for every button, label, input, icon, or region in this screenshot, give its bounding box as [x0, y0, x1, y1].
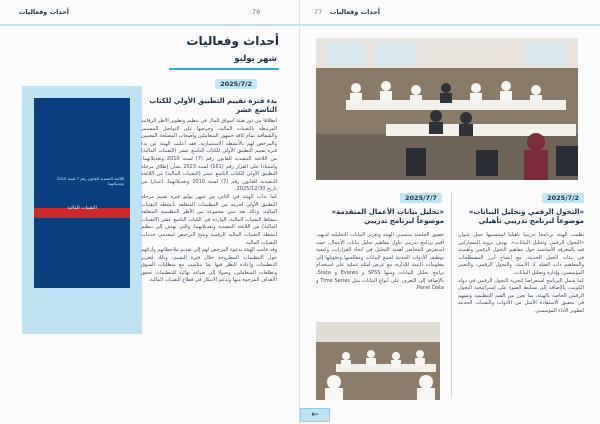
article-body: حضور الجلسة منتسبي الهيئة وتعزيز البيانات التحليلية لديهم، أقيم برنامج تدريبي تناول مفاهيم تحليل بيانات الأعمال، حيث استعرض المحاضر أهمية التحليل في اتخاذ القرارات، وكيفية توظيف الأدوات الحديثة لجمع البيانات ومعالجتها وتحويلها إلى معلومات داعمة للإدارة، مع عرض أمثلة عملية على استخدام برامج تحليل البيانات ومنها SPSS و Eviews و Stata، بالإضافة إلى التعرف على أنواع البيانات مثل Time Series و Panel Data. — [316, 232, 444, 292]
left-page-number: 78 — [252, 8, 261, 16]
cover-top-text: اللائحة التنفيذية للقانون رقم 7 لسنة 2010 وتعديلاتهما — [56, 176, 124, 186]
cover-title: التقنيات المالية — [67, 206, 97, 211]
right-header-title: أحداث وفعاليات — [329, 8, 380, 16]
right-page-number: 77 — [314, 8, 323, 16]
date-badge: 2025/7/2 — [215, 79, 257, 89]
month-heading: شهر يوليو — [234, 54, 277, 64]
article-title: «التحول الرقمي وتحليل البيانات» موضوعاً لبرنامج تدريبي تأهيلي — [468, 208, 584, 225]
right-page — [300, 0, 600, 424]
publication-cover-image — [34, 98, 130, 288]
header-band — [300, 24, 600, 26]
article-title: بدء فترة تقييم التطبيق الأولي للكتاب التاسع عشر — [149, 97, 277, 114]
training-session-photo — [316, 38, 578, 180]
next-page-button[interactable] — [300, 408, 330, 422]
column-divider — [451, 193, 452, 398]
article-body: انطلاقا من دور هيئة أسواق المال في تنظيم وتطوير الأطر الرقابية المرتبطة بالتقنيات المالية، وحرصها على التواصل المستمر والشفافية تمام كافة جمهور المتعاملين وأصحاب المصلحة المعنيين والمرخص لهم بالأنشطة الاستثمارية، فقد أعلنت الهيئة عن بدء فترة تقييم التطبيق الأولي للكتاب التاسع عشر (التقنيات المالية) من اللائحة التنفيذية للقانون رقم (7) لسنة 2010 وتعديلاتهما. واستنادا على القرار رقم (161) لسنة 2023 بشأن إطلاق مرحلة التطبيق الأولي للكتاب التاسع عشر (التقنيات المالية) من اللائحة التنفيذية للقانون رقم (7) لسنة 2010 وتعديلاتهما، اعتبارا من تاريخ 2025/12/30. كما بدأت الهيئة في الثاني من شهر يوليو فترة تقييم مرحلة التطبيق الأولي لحزمة من التنظيمات المتعلقة بأنشطة التقنيات المالية، وذلك بعد تبني مجموعة من الأطر التنظيمية المتعلقة بنشاط التقنيات المالية، الواردة في الكتاب التاسع عشر (التقنيات المالية) من اللائحة التنفيذية وتعديلاتهما، والتي تهدف إلى تنظيم أنشطة التقنيات المالية الرقمية ومنح الترخيص لمقدمي خدمات التقنيات المالية. وقد قامت الهيئة بدعوة المرخص لهم إلى تقديم ملاحظاتهم وآرائهم حول التنظيمات المطروحة خلال فترة التقييم، وذلك لتعزيز التنظيمات وإعادة النظر فيها بما يتناسب مع متطلبات السوق وتطلعات المتعاملين، وصولا إلى صياغة نهائية للتنظيمات تحقق الأهداف المرجوة منها وتدعم الابتكار في قطاع التقنيات المالية. — [141, 118, 277, 284]
date-badge: 2025/7/7 — [400, 193, 442, 203]
article-body: نظمت الهيئة برنامجا تدريبيا تأهيليا لمنتسبيها حمل عنوان «التحول الرقمي وتحليل البيانات»، بهدف تزويد المشاركين فيه بالمعرفة الأساسية حول مفاهيم التحول الرقمي وأهميته في بيئات العمل الحديثة، مع إيضاح أبرز المصطلحات والمفاهيم ذات الصلة كـ الأتمتة، والتحول الرقمي، والتغيير المؤسسي، وإدارة وتحليل البيانات. كما شمل البرنامج استعراضا لتجربة التحول الرقمي في دولة الكويت، بالإضافة إلى تسليط الضوء على إستراتيجية التحول الرقمي الخاصة بالهيئة، بما يعزز من القيم التنظيمية ويسهم في تحقيق الاستفادة الأمثل من الأدوات والتقنيات الحديثة لتطوير الأداء المؤسسي. — [458, 232, 584, 314]
workshop-photo — [316, 322, 440, 400]
arrow-left-icon: ← — [311, 410, 319, 420]
header-band — [0, 24, 300, 26]
date-badge: 2025/7/2 — [542, 193, 584, 203]
article-title: «تحليل بيانات الأعمال المتقدمة» موضوعاً لبرنامج تدريبي — [331, 208, 444, 225]
left-header-title: أحداث وفعاليات — [18, 8, 69, 16]
section-title: أحداث وفعاليات — [186, 34, 279, 48]
month-underline — [169, 68, 279, 70]
